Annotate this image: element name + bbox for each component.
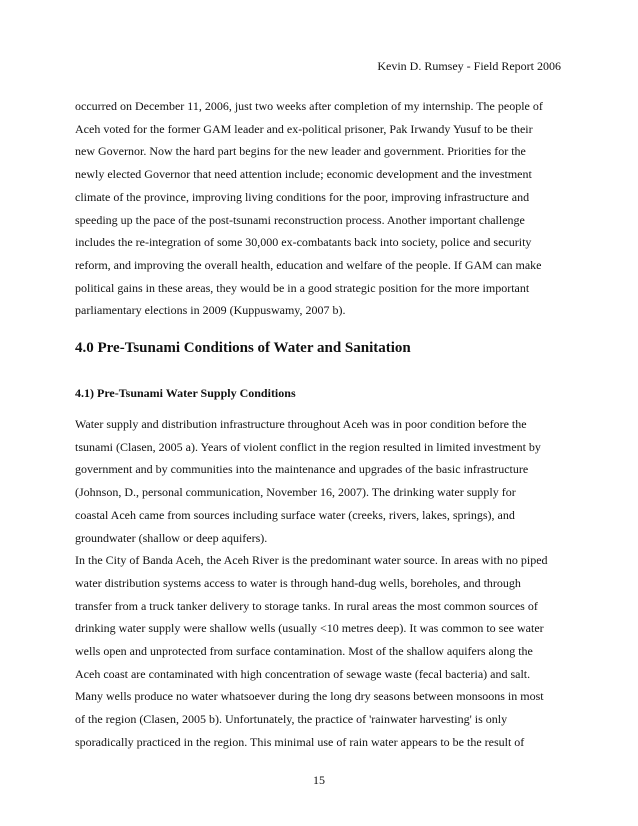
- text-line: Aceh voted for the former GAM leader and ex-political prisoner, Pak Irwandy Yusuf to be their: [75, 121, 533, 136]
- text-line: newly elected Governor that need attention include; economic development and the investment: [75, 167, 532, 182]
- text-line: of the region (Clasen, 2005 b). Unfortunately, the practice of 'rainwater harvesting' is only: [75, 712, 508, 727]
- text-line: Aceh coast are contaminated with high concentration of sewage waste (fecal bacteria) and salt.: [75, 666, 531, 681]
- text-line: climate of the province, improving living conditions for the poor, improving infrastructure and: [75, 189, 530, 204]
- subsection-heading: 4.1) Pre-Tsunami Water Supply Conditions: [75, 386, 296, 400]
- text-line: Water supply and distribution infrastructure throughout Aceh was in poor condition before the: [75, 417, 527, 431]
- text-line: wells open and unprotected from surface contamination. Most of the shallow aquifers along the: [75, 644, 533, 659]
- text-line: coastal Aceh came from sources including surface water (creeks, rivers, lakes, springs), and: [75, 507, 515, 522]
- text-line: occurred on December 11, 2006, just two weeks after completion of my internship. The people of: [75, 99, 543, 113]
- text-line: Many wells produce no water whatsoever during the long dry seasons between monsoons in most: [75, 689, 544, 704]
- running-header: Kevin D. Rumsey - Field Report 2006: [377, 59, 561, 73]
- paragraph-2: [75, 413, 567, 754]
- page-number: 15: [313, 773, 325, 787]
- text-line: tsunami (Clasen, 2005 a). Years of violent conflict in the region resulted in limited investment by: [75, 439, 541, 454]
- text-line: parliamentary elections in 2009 (Kuppuswamy, 2007 b).: [75, 303, 346, 318]
- text-line: water distribution systems access to water is through hand-dug wells, boreholes, and through: [75, 575, 521, 590]
- section-heading: 4.0 Pre-Tsunami Conditions of Water and Sanitation: [75, 340, 411, 356]
- text-line: transfer from a truck tanker delivery to storage tanks. In rural areas the most common sources of: [75, 598, 538, 613]
- text-line: political gains in these areas, they would be in a good strategic position for the more important: [75, 280, 530, 295]
- text-line: reform, and improving the overall health, education and welfare of the people. If GAM can make: [75, 257, 542, 272]
- text-line: includes the re-integration of some 30,000 ex-combatants back into society, police and security: [75, 235, 532, 250]
- text-line: drinking water supply were shallow wells (usually <10 metres deep). It was common to see water: [75, 621, 544, 636]
- text-line: speeding up the pace of the post-tsunami reconstruction process. Another important challenge: [75, 212, 525, 227]
- text-line: (Johnson, D., personal communication, November 16, 2007). The drinking water supply for: [75, 485, 516, 500]
- text-line: In the City of Banda Aceh, the Aceh River is the predominant water source. In areas with no piped: [75, 553, 548, 568]
- paragraph-1: [75, 95, 567, 322]
- text-line: new Governor. Now the hard part begins for the new leader and government. Priorities for the: [75, 144, 526, 159]
- text-line: sporadically practiced in the region. This minimal use of rain water appears to be the result of: [75, 734, 525, 749]
- text-line: government and by communities into the maintenance and upgrades of the basic infrastructure: [75, 462, 529, 477]
- text-line: groundwater (shallow or deep aquifers).: [75, 530, 268, 545]
